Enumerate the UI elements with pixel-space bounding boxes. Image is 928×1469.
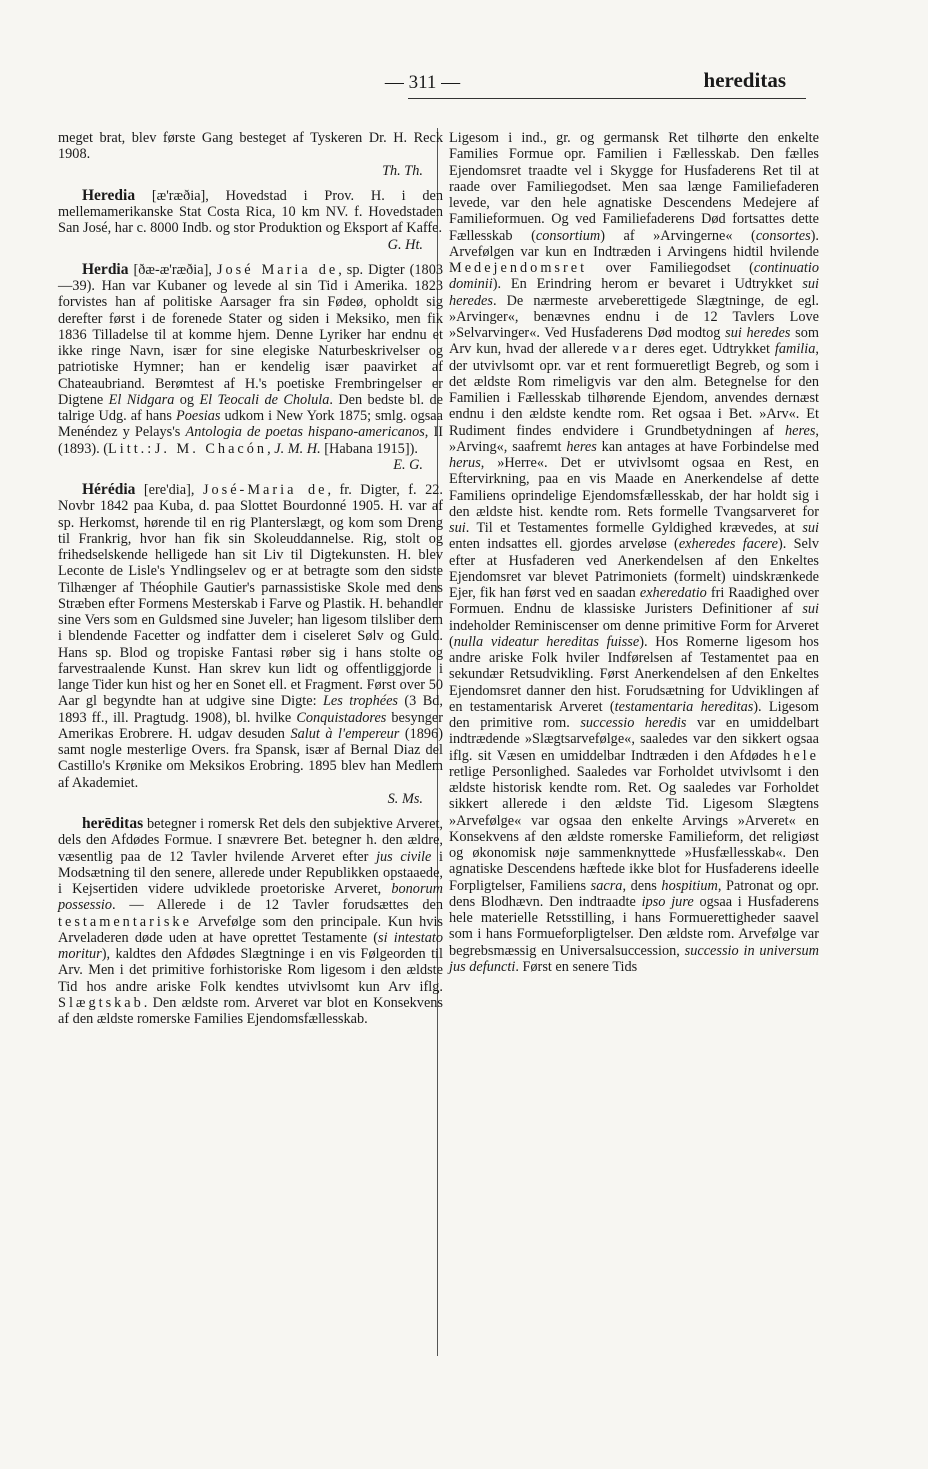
article-text: . Den ældste rom. Arveret var blot en Konsekvens af den ældste romerske Families Ejendomsfællesskab. — [58, 994, 443, 1027]
latin-term: sacra — [590, 877, 623, 894]
article-text: indeholder Reminiscenser om denne primitive Form for Arveret ( — [449, 617, 819, 650]
headword: Heredia — [82, 186, 136, 204]
latin-term: sui — [802, 520, 819, 536]
work-title: Salut à l'empereur — [290, 725, 400, 742]
article-text: var en umiddelbart indtrædende »Slægtsarvefølge«, saaledes var den sikkert ogsaa iflg. sit Væsen en umiddelbar Indtræden i den Afdødes — [449, 715, 819, 764]
article-continuation — [58, 130, 443, 179]
latin-term: successio in universum jus defuncti — [449, 942, 819, 975]
hereditas-continuation — [449, 130, 819, 975]
article-text: fri Raadighed over Formuen. Endnu de klassiske Juristers Definitioner af — [449, 585, 819, 618]
article-text: ). Selv efter at Husfaderen ved Anerkendelsen af den Enkeltes Ejendomsret var blevet Patrimoniets (formelt) uindskrænkede Ejer, fik han først ved en saadan — [449, 536, 820, 601]
emphasis-term: Medejendomsret — [449, 260, 588, 276]
person-name: José-Maria de — [202, 482, 328, 498]
article-text: . De nærmeste arveberettigede Slægtninge, de egl. »Arvinger«, benævnes endnu i de 12 Tavlers Love »Selvarvinger«. Ved Husfaderens Død modtog — [449, 292, 819, 341]
article-text: over Familiegodset ( — [587, 260, 754, 276]
article-text: meget brat, blev første Gang besteget af Tyskeren Dr. H. Reck 1908. — [58, 130, 443, 163]
latin-term: sui heredes — [725, 325, 791, 341]
article-text: (3 Bd, 1893 ff., ill. Pragtudg. 1908), bl. hvilke — [58, 693, 443, 726]
article-text: , Patronat og opr. dens Blodhævn. Den indtraadte — [449, 877, 819, 910]
headword: Hérédia — [82, 481, 136, 498]
latin-term: sui — [449, 520, 466, 536]
work-title: J. M. H. — [274, 440, 321, 457]
author-signature: G. Ht. — [387, 236, 423, 253]
header-rule — [408, 98, 806, 99]
latin-term: heres — [784, 422, 816, 439]
article-text: udkom i New York 1875; smlg. ogsaa Menéndez y Pelays's — [58, 408, 443, 441]
latin-term: successio heredis — [580, 715, 687, 731]
article-text: [Habana 1915]). — [320, 440, 418, 457]
article-text: ). Hos Romerne ligesom hos andre ariske Folk hviler Indførelsen af Testamentet paa en sekundær Retsudvikling. Først Anerkendelsen af den Enkeltes Ejendomsret danner den hist. Forudsætning for Udviklingen af en testamentarisk Arveret ( — [449, 633, 819, 715]
article-text: , fr. Digter, f. 22. Novbr 1842 paa Kuba, d. paa Slottet Bourdonné 1905. H. var af sp. Herkomst, hørende til en rig Planterslægt, og kom som Dreng til Frankrig, hvor han fik sin Skoleuddannelse. Rig, stolt og frihedselskende helligede han sit Liv til Digtekunsten. H. blev Leconte de Lisle's Yndlingselev og er at betragte som den sidste Tilhænger af Théophile Gautier's parnassistiske Skole med dens Stræben efter Formens Mesterskab i Farve og Plastik. H. behandler sine Vers som en Guldsmed sine Juveler; han ligesom tilsliber dem i blendende Facetter og indfatter dem i ciseleret Sølv og Guld. Hans sp. Blod og tropiske Fantasi røber sig i hans stolte og farvestraalende Kunst. Han skrev kun lidt og offentliggjorde i lange Tider kun hist og her en Sonet ell. et Fragment. Først over 50 Aar gl begyndte han at udgive sine Digte: — [58, 482, 443, 710]
article-text: ogsaa i Husfaderens hele materielle Retsstilling, i hans Formuerettigheder saavel som i hans Formueforpligtelser. Den ældste rom. Arvefølge var begrebsmæssig en Universalsuccession, — [449, 893, 819, 959]
emphasis-term: testamentariske — [58, 913, 192, 930]
article-text: , »Herre«. Det er utvivlsomt ogsaa en Rest, en Eftervirkning, paa en vis Maade en Anerkendelse af dette Familiens oprindelige Ejendomsfællesskab, der har holdt sig i den ældste hist. kendte rom. Rets formelle Tvangsarveret for — [449, 455, 819, 520]
latin-term: herus — [449, 455, 481, 471]
latin-term: sui heredes — [449, 276, 819, 309]
article-text: , II (1893). ( — [58, 424, 444, 457]
latin-term: heres — [566, 438, 597, 455]
author-signature: E. G. — [393, 456, 423, 473]
article-text: , »Arving«, saafremt — [449, 422, 819, 455]
article-text: . Den bedste bl. de talrige Udg. af hans — [58, 391, 443, 424]
left-column — [58, 130, 443, 1027]
emphasis-term: var — [612, 341, 640, 358]
article-text: [æ'ræðia], Hovedstad i Prov. H. i den mellemamerikanske Stat Costa Rica, 10 km NV. f. Hovedstaden San José, har c. 8000 Indb. og stor Produktion og Eksport af Kaffe. — [58, 187, 443, 237]
author-name: J. M. Chacón — [154, 440, 268, 457]
headword: herēditas — [82, 815, 144, 832]
article-text: ) af »Arvingerne« ( — [600, 227, 756, 244]
article-text: , der utvivlsomt opr. var et rent formueretligt Begreb, og som i det ældste Rom rimeligvis var den alm. Betegnelse for den Familien i Fællesskab tilhørende Ejendom, anvendes dernæst endnu i den ældste kendte rom. Ret ogsaa i Bet. »Arv«. Et Rudiment findes endvidere i Grundbetydningen af — [449, 341, 819, 439]
article-text: Ligesom i ind., gr. og germansk Ret tilhørte den enkelte Families Formue opr. Familien i Fællesskab. Den fælles Ejendomsret traadte vel i Skygge for Husfaderens Ret til at raade over Familiegodset. Men saa længe Familiefaderen levede, var den hele agnatiske Descendens Medejere af Familieformuen. Og ved Familiefaderens Død fortsattes dette Fællesskab ( — [449, 130, 819, 244]
work-title: Poesias — [175, 408, 221, 424]
latin-term: hospitium — [661, 877, 718, 894]
latin-term: exheredes facere — [678, 536, 778, 553]
article-hereditas — [58, 816, 443, 1027]
headword: Herdia — [82, 260, 129, 278]
right-column — [449, 130, 819, 975]
article-text: : — [147, 440, 155, 457]
latin-term: sui — [802, 601, 819, 618]
article-text: Arvefølge som den principale. Kun hvis Arveladeren døde uden at have oprettet Testamente ( — [58, 913, 443, 946]
article-text: ). Arvefølgen var kun en Indtræden i Arvingens hidtil hvilende — [449, 227, 819, 260]
article-text: ), kaldtes den Afdødes Slægtninge i en vis Følgeorden til Arv. Men i det primitive forhistoriske Rom ligesom i den ældste Tid hos andre ariske Folk kendtes utvivlsomt kun Arv iflg. — [58, 946, 443, 995]
article-heredia-poet — [58, 482, 443, 807]
article-text: . Først en senere Tids — [515, 958, 638, 975]
pronunciation: [ðæ-æ'ræðia], — [128, 261, 217, 278]
article-text: besynger Amerikas Erobrere. H. udgav desuden — [58, 709, 444, 742]
running-header: hereditas — [703, 68, 786, 92]
work-title: El Nidgara — [108, 391, 175, 408]
work-title: Les trophées — [322, 693, 398, 710]
latin-term: nulla videatur hereditas fuisse — [453, 633, 640, 650]
work-title: Conquistadores — [296, 709, 387, 726]
work-title: El Teocali de Cholula — [199, 391, 330, 408]
latin-term: exheredatio — [639, 585, 707, 601]
emphasis-term: Slægtskab — [58, 994, 144, 1011]
article-text: , — [267, 440, 275, 457]
article-text: i Modsætning til den senere, allerede under Republikken opstaaede, i Kejsertiden videre udviklede proetoriske Arveret, — [58, 848, 444, 897]
latin-term: consortium — [535, 227, 601, 244]
article-herdia — [58, 262, 443, 473]
article-text: , sp. Digter (1803—39). Han var Kubaner og levede al sin Tid i Amerika. 1823 forvistes han af politiske Aarsager fra sin Fødeø, opholdt sig derefter først i de forenede Stater og siden i Meksiko, men fik 1836 Tilladelse til at komme hjem. Denne Lyriker har endnu et ikke ringe Navn, især for sine elegiske Naturbeskrivelser og patriotiske Hymner; han er kendelig især paavirket af Chateaubriand. Berømtest af H.'s poetiske Frembringelser er Digtene — [58, 261, 443, 408]
article-text: ). Ligesom den primitive rom. — [449, 698, 819, 731]
article-text: betegner i romersk Ret dels den subjektive Arveret, dels den Afdødes Formue. I snævrere Bet. betegner h. den ældre, væsentlig paa de 12 Tavler hvilende Arveret efter — [58, 816, 443, 865]
latin-term: continuatio dominii — [449, 260, 819, 293]
article-text: ). En Erindring herom er bevaret i Udtrykket — [492, 276, 803, 293]
article-text: og — [174, 391, 200, 408]
latin-term: familia — [774, 341, 816, 358]
article-text: , dens — [622, 877, 662, 894]
article-text: . — Allerede i de 12 Tavler forudsættes den — [112, 897, 443, 914]
pronunciation: [ere'dia], — [135, 482, 203, 498]
author-signature: Th. Th. — [382, 162, 423, 179]
article-text: kan antages at have Forbindelse med — [596, 438, 819, 455]
latin-term: jus civile — [376, 848, 432, 865]
work-title: Antologia de poetas hispano-americanos — [185, 424, 425, 441]
person-name: José Maria de — [216, 261, 339, 278]
page-number: — 311 — — [384, 72, 461, 93]
literature-label: Litt. — [108, 440, 148, 457]
latin-term: bonorum possessio — [58, 881, 443, 914]
article-text: retlige Personlighed. Saaledes var Forholdet utvivlsomt i den ældste historisk kendte rom. Ret. Og saaledes var Forholdet sikkert allerede i den ældste Tid. Ligesom Slægtens »Arvefølge« var ogsaa den enkelte Arvings »Arveret« en Konsekvens af den ældste romerske Familieform, det religiøst og økonomisk nøje sammenknyttede »Husfællesskab«. Den agnatiske Descendens hæftede ikke blot for Husfaderens ideelle Forpligtelser, Familiens — [449, 763, 819, 894]
latin-term: ipso jure — [641, 893, 694, 910]
latin-term: consortes — [755, 227, 811, 244]
article-text: . Til et Testamentes formelle Gyldighed krævedes, at — [465, 520, 803, 536]
latin-term: si intestato moritur — [58, 929, 443, 962]
emphasis-term: hele — [783, 747, 819, 764]
author-signature: S. Ms. — [387, 790, 423, 807]
article-text: som Arv kun, hvad der allerede — [449, 325, 819, 358]
article-text: enten indsattes ell. gjordes arveløse ( — [449, 536, 679, 553]
article-text: deres eget. Udtrykket — [639, 341, 775, 358]
latin-term: testamentaria hereditas — [614, 698, 754, 715]
article-heredia-city — [58, 188, 443, 253]
article-text: (1896) samt nogle mesterlige Overs. fra Spansk, især af Bernal Diaz del Castillo's Krønike om Meksikos Erobring. 1895 blev han Medlem af Akademiet. — [58, 725, 443, 791]
